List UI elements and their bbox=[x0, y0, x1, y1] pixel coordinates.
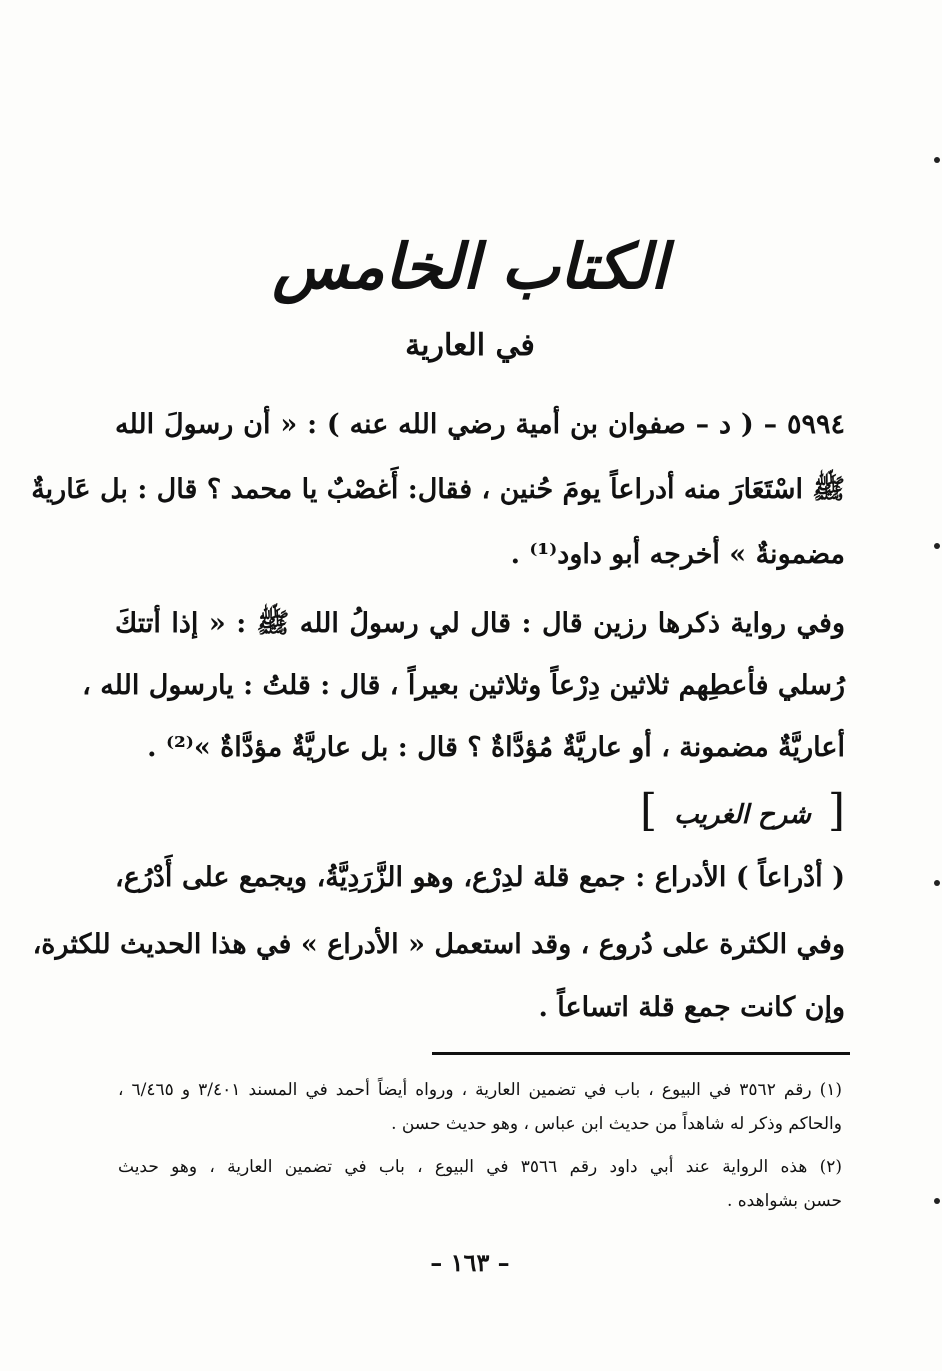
bracket-open: [ bbox=[827, 785, 845, 836]
gharib-line: وفي الكثرة على دُروع ، وقد استعمل « الأدراع » في هذا الحديث للكثرة، bbox=[32, 929, 845, 960]
scan-edge-mark bbox=[934, 157, 940, 163]
gharib-line: ( أدْراعاً ) الأدراع : جمع قلة لدِرْع، وهو الزَّرَدِيَّةُ، ويجمع على أَدْرُع، bbox=[115, 862, 845, 893]
footnote-separator bbox=[432, 1052, 850, 1055]
riwaya-line: وفي رواية ذكرها رزين قال : قال لي رسولُ الله ﷺ : « إذا أتتكَ bbox=[115, 608, 845, 639]
footnote-line: والحاكم وذكر له شاهداً من حديث ابن عباس ، وهو حديث حسن . bbox=[391, 1114, 842, 1134]
footnote-line: حسن بشواهده . bbox=[726, 1191, 842, 1211]
scan-edge-mark bbox=[934, 880, 940, 886]
hadith-line: مضمونةٌ » أخرجه أبو داود⁽¹⁾ . bbox=[510, 539, 845, 570]
riwaya-line: أعاريَّةٌ مضمونة ، أو عاريَّةٌ مُؤدَّاةٌ ؟ قال : بل عاريَّةٌ مؤدَّاةٌ »⁽²⁾ . bbox=[147, 732, 845, 763]
hadith-line: ﷺ اسْتَعَارَ منه أدراعاً يومَ حُنين ، فقال: أَغصْبٌ يا محمد ؟ قال : بل عَاريةٌ bbox=[31, 474, 845, 505]
gharib-line: وإن كانت جمع قلة اتساعاً . bbox=[538, 992, 845, 1023]
book-title: الكتاب الخامس bbox=[272, 230, 668, 303]
riwaya-line: رُسلي فأعطِهم ثلاثين دِرْعاً وثلاثين بعيراً ، قال : قلتُ : يارسول الله ، bbox=[82, 670, 845, 701]
footnote-line: (٢) هذه الرواية عند أبي داود رقم ٣٥٦٦ في البيوع ، باب في تضمين العارية ، وهو حديث bbox=[118, 1157, 843, 1177]
scan-edge-mark bbox=[934, 543, 940, 549]
bracket-close: ] bbox=[640, 785, 658, 836]
page-number: – ١٦٣ – bbox=[430, 1248, 510, 1277]
chapter-title: في العارية bbox=[405, 328, 535, 363]
gharib-heading-text: شرح الغريب bbox=[674, 800, 811, 830]
scan-edge-mark bbox=[934, 1198, 940, 1204]
footnote-line: (١) رقم ٣٥٦٢ في البيوع ، باب في تضمين العارية ، ورواه أيضاً أحمد في المسند ٣/٤٠١ و ٦/٤٦٥ ، bbox=[118, 1080, 842, 1100]
hadith-line: ٥٩٩٤ – ( د – صفوان بن أمية رضي الله عنه ) : « أن رسولَ الله bbox=[115, 409, 845, 440]
gharib-heading bbox=[640, 785, 845, 840]
